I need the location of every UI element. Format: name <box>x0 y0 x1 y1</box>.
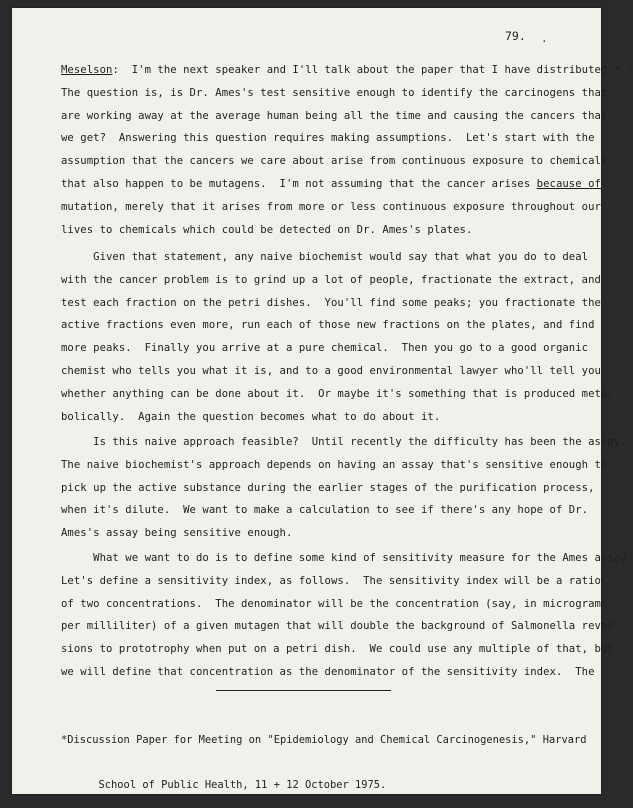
footnote-line-2: School of Public Health, 11 + 12 October 1975. <box>61 779 387 791</box>
text-line: Is this naive approach feasible? Until recently the difficulty has been the assay. <box>61 436 627 448</box>
text-line: mutation, merely that it arises from more or less continuous exposure throughout our <box>61 200 601 213</box>
page-number: 79. <box>505 29 526 43</box>
text-line-lead: that also happen to be mutagens. I'm not assuming that the cancer arises <box>61 177 537 190</box>
text-line: when it's dilute. We want to make a calculation to see if there's any hope of Dr. <box>61 504 589 517</box>
text-line: lives to chemicals which could be detected on Dr. Ames's plates. <box>61 223 473 236</box>
text-line: of two concentrations. The denominator will be the concentration (say, in micrograms <box>61 597 608 610</box>
underlined-phrase: because of <box>536 177 601 190</box>
text-line: test each fraction on the petri dishes. You'll find some peaks; you fractionate the <box>61 296 601 309</box>
text-line: are working away at the average human being all the time and causing the cancers that <box>61 109 608 122</box>
speaker-name: Meselson <box>61 64 113 76</box>
footnote <box>61 703 587 808</box>
text-line: more peaks. Finally you arrive at a pure chemical. Then you go to a good organic <box>61 342 589 355</box>
text-line: assumption that the cancers we care about arise from continuous exposure to chemicals <box>61 155 608 168</box>
text-line: pick up the active substance during the earlier stages of the purification process, <box>61 481 595 494</box>
text-line: we will define that concentration as the denominator of the sensitivity index. The <box>61 665 595 678</box>
text-line: whether anything can be done about it. Or maybe it's something that is produced meta- <box>61 387 614 400</box>
text-line: per milliliter) of a given mutagen that will double the background of Salmonella rever- <box>61 620 621 633</box>
text-line: The naive biochemist's approach depends on having an assay that's sensitive enough to <box>61 458 608 471</box>
paragraph-1-line-1 <box>61 59 633 82</box>
text-line: we get? Answering this question requires making assumptions. Let's start with the <box>61 132 595 145</box>
paragraph-3 <box>61 431 627 545</box>
text-line: active fractions even more, run each of those new fractions on the plates, and find <box>61 319 595 332</box>
paragraph-1-opening: : I'm the next speaker and I'll talk about the paper that I have distributed.* <box>112 64 621 76</box>
margin-mark: ’ <box>626 64 633 76</box>
text-line: bolically. Again the question becomes what to do about it. <box>61 410 441 423</box>
text-line: The question is, is Dr. Ames's test sensitive enough to identify the carcinogens that <box>61 86 608 99</box>
text-line: Ames's assay being sensitive enough. <box>61 527 293 540</box>
text-line: What we want to do is to define some kind of sensitivity measure for the Ames assay. <box>61 552 633 564</box>
paragraph-2 <box>61 246 614 428</box>
footnote-divider <box>216 690 391 691</box>
text-line: sions to prototrophy when put on a petri dish. We could use any multiple of that, but <box>61 643 614 656</box>
text-line: Given that statement, any naive biochemist would say that what you do to deal <box>61 251 589 263</box>
text-line: chemist who tells you what it is, and to a good environmental lawyer who'll tell you <box>61 364 601 377</box>
paragraph-1 <box>61 59 633 241</box>
paragraph-4 <box>61 547 633 684</box>
page-mark: . <box>541 32 548 45</box>
footnote-line-1: *Discussion Paper for Meeting on "Epidemiology and Chemical Carcinogenesis," Harvard <box>61 734 587 746</box>
text-line: Let's define a sensitivity index, as follows. The sensitivity index will be a ratio <box>61 574 601 587</box>
text-line <box>61 173 601 196</box>
text-line: with the cancer problem is to grind up a lot of people, fractionate the extract, and <box>61 273 601 286</box>
